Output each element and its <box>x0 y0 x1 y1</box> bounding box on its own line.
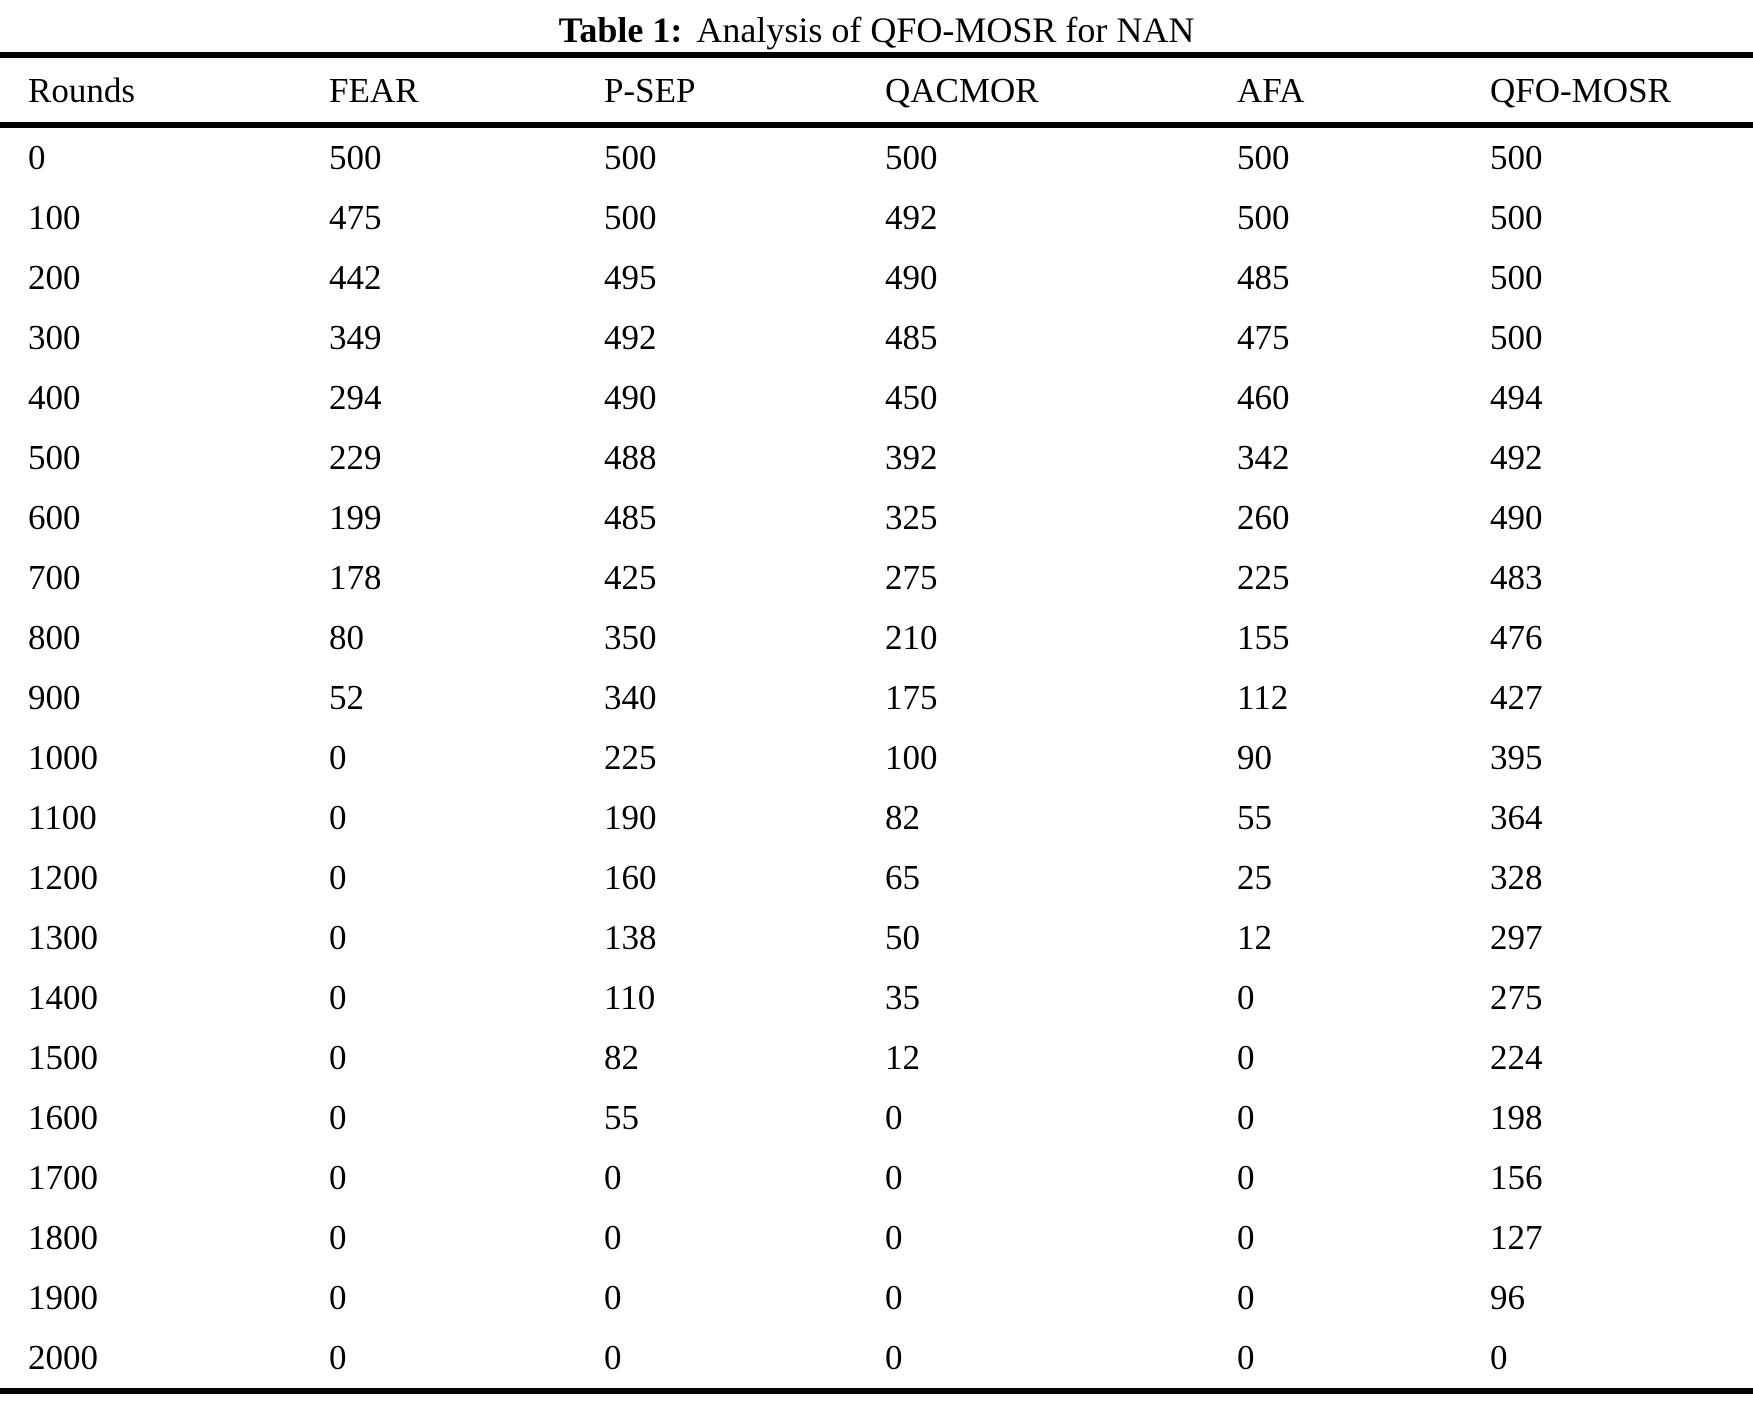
table-cell: 460 <box>1237 378 1290 417</box>
table-cell: 325 <box>885 498 938 537</box>
table-cell: 0 <box>1237 1278 1255 1317</box>
table-cell: 55 <box>604 1098 639 1137</box>
table-row <box>0 608 1753 668</box>
table-cell: 112 <box>1237 678 1289 717</box>
table-cell: 0 <box>329 798 347 837</box>
table-cell: 1600 <box>28 1098 98 1137</box>
table-cell: 485 <box>885 318 938 357</box>
table-row <box>0 308 1753 368</box>
column-header-qacmor: QACMOR <box>857 55 1209 125</box>
table-cell: 275 <box>885 558 938 597</box>
table-cell: 82 <box>885 798 920 837</box>
table-cell: 55 <box>1237 798 1272 837</box>
table-row <box>0 788 1753 848</box>
table-cell: 0 <box>885 1218 903 1257</box>
table-cell: 225 <box>1237 558 1290 597</box>
table-cell: 450 <box>885 378 938 417</box>
table-cell: 340 <box>604 678 657 717</box>
table-cell: 500 <box>1490 198 1543 237</box>
table-row <box>0 1328 1753 1391</box>
table-cell: 1400 <box>28 978 98 1017</box>
table-cell: 294 <box>329 378 382 417</box>
table-cell: 0 <box>329 858 347 897</box>
table-row <box>0 428 1753 488</box>
table-row <box>0 368 1753 428</box>
table-cell: 50 <box>885 918 920 957</box>
table-cell: 80 <box>329 618 364 657</box>
table-cell: 0 <box>329 1038 347 1077</box>
data-table <box>0 52 1753 1394</box>
table-cell: 110 <box>604 978 656 1017</box>
table-cell: 224 <box>1490 1038 1543 1077</box>
table-cell: 0 <box>604 1218 622 1257</box>
table-row <box>0 488 1753 548</box>
table-cell: 0 <box>604 1278 622 1317</box>
table-cell: 297 <box>1490 918 1543 957</box>
table-caption-text: Analysis of QFO-MOSR for NAN <box>696 10 1195 50</box>
table-cell: 0 <box>329 978 347 1017</box>
table-cell: 0 <box>1237 1158 1255 1197</box>
table-cell: 427 <box>1490 678 1543 717</box>
table-cell: 349 <box>329 318 382 357</box>
table-cell: 12 <box>885 1038 920 1077</box>
column-header-rounds: Rounds <box>0 55 301 125</box>
table-caption-label: Table 1: <box>558 10 683 50</box>
table-cell: 1900 <box>28 1278 98 1317</box>
table-row <box>0 188 1753 248</box>
table-row <box>0 1268 1753 1328</box>
table-cell: 229 <box>329 438 382 477</box>
table-row <box>0 908 1753 968</box>
table-cell: 600 <box>28 498 81 537</box>
column-header-fear: FEAR <box>301 55 576 125</box>
table-cell: 160 <box>604 858 657 897</box>
table-cell: 35 <box>885 978 920 1017</box>
table-cell: 495 <box>604 258 657 297</box>
table-cell: 500 <box>329 138 382 177</box>
table-cell: 900 <box>28 678 81 717</box>
table-cell: 0 <box>885 1338 903 1377</box>
table-row <box>0 1028 1753 1088</box>
table-cell: 0 <box>28 138 46 177</box>
table-cell: 800 <box>28 618 81 657</box>
table-cell: 490 <box>1490 498 1543 537</box>
table-header <box>0 55 1753 125</box>
table-cell: 1700 <box>28 1158 98 1197</box>
table-cell: 395 <box>1490 738 1543 777</box>
table-cell: 425 <box>604 558 657 597</box>
table-cell: 100 <box>28 198 81 237</box>
table-cell: 25 <box>1237 858 1272 897</box>
table-row <box>0 968 1753 1028</box>
table-cell: 490 <box>885 258 938 297</box>
table-cell: 1100 <box>28 798 97 837</box>
table-caption <box>0 0 1753 52</box>
table-cell: 0 <box>329 1158 347 1197</box>
table-cell: 500 <box>1237 138 1290 177</box>
table-row <box>0 125 1753 188</box>
table-cell: 0 <box>885 1278 903 1317</box>
table-cell: 96 <box>1490 1278 1525 1317</box>
table-body <box>0 125 1753 1391</box>
table-cell: 199 <box>329 498 382 537</box>
table-cell: 0 <box>885 1098 903 1137</box>
table-cell: 0 <box>1237 1098 1255 1137</box>
table-cell: 0 <box>1237 978 1255 1017</box>
table-cell: 494 <box>1490 378 1543 417</box>
table-cell: 483 <box>1490 558 1543 597</box>
table-cell: 0 <box>1237 1338 1255 1377</box>
table-row <box>0 1088 1753 1148</box>
table-cell: 364 <box>1490 798 1543 837</box>
table-cell: 0 <box>1490 1338 1508 1377</box>
table-cell: 492 <box>885 198 938 237</box>
table-cell: 442 <box>329 258 382 297</box>
table-row <box>0 848 1753 908</box>
table-cell: 492 <box>604 318 657 357</box>
table-cell: 0 <box>604 1158 622 1197</box>
table-cell: 490 <box>604 378 657 417</box>
table-cell: 127 <box>1490 1218 1543 1257</box>
column-header-p-sep: P-SEP <box>576 55 857 125</box>
table-header-row <box>0 55 1753 125</box>
table-cell: 500 <box>1490 318 1543 357</box>
table-cell: 500 <box>604 138 657 177</box>
table-cell: 1800 <box>28 1218 98 1257</box>
table-row <box>0 548 1753 608</box>
table-cell: 1200 <box>28 858 98 897</box>
table-cell: 82 <box>604 1038 639 1077</box>
table-cell: 500 <box>1490 138 1543 177</box>
table-cell: 500 <box>1490 258 1543 297</box>
table-cell: 0 <box>885 1158 903 1197</box>
table-cell: 1300 <box>28 918 98 957</box>
table-cell: 0 <box>329 1218 347 1257</box>
table-cell: 500 <box>885 138 938 177</box>
table-cell: 0 <box>329 918 347 957</box>
table-cell: 200 <box>28 258 81 297</box>
table-cell: 1500 <box>28 1038 98 1077</box>
table-cell: 178 <box>329 558 382 597</box>
table-row <box>0 1208 1753 1268</box>
table-cell: 392 <box>885 438 938 477</box>
table-cell: 500 <box>28 438 81 477</box>
table-cell: 500 <box>604 198 657 237</box>
table-row <box>0 728 1753 788</box>
table-cell: 0 <box>1237 1218 1255 1257</box>
table-cell: 65 <box>885 858 920 897</box>
table-cell: 492 <box>1490 438 1543 477</box>
table-cell: 0 <box>1237 1038 1255 1077</box>
table-cell: 2000 <box>28 1338 98 1377</box>
table-cell: 190 <box>604 798 657 837</box>
table-cell: 300 <box>28 318 81 357</box>
table-cell: 175 <box>885 678 938 717</box>
column-header-afa: AFA <box>1209 55 1462 125</box>
table-cell: 0 <box>329 1098 347 1137</box>
table-cell: 485 <box>1237 258 1290 297</box>
table-cell: 500 <box>1237 198 1290 237</box>
table-row <box>0 1148 1753 1208</box>
table-cell: 342 <box>1237 438 1290 477</box>
table-cell: 0 <box>329 1338 347 1377</box>
table-cell: 350 <box>604 618 657 657</box>
table-cell: 260 <box>1237 498 1290 537</box>
table-cell: 488 <box>604 438 657 477</box>
table-cell: 198 <box>1490 1098 1543 1137</box>
table-cell: 700 <box>28 558 81 597</box>
table-cell: 475 <box>329 198 382 237</box>
table-cell: 0 <box>604 1338 622 1377</box>
table-row <box>0 248 1753 308</box>
table-cell: 328 <box>1490 858 1543 897</box>
table-cell: 0 <box>329 1278 347 1317</box>
table-cell: 210 <box>885 618 938 657</box>
table-cell: 52 <box>329 678 364 717</box>
table-cell: 275 <box>1490 978 1543 1017</box>
table-cell: 485 <box>604 498 657 537</box>
table-cell: 400 <box>28 378 81 417</box>
table-cell: 90 <box>1237 738 1272 777</box>
table-cell: 12 <box>1237 918 1272 957</box>
table-cell: 155 <box>1237 618 1290 657</box>
table-cell: 0 <box>329 738 347 777</box>
table-cell: 156 <box>1490 1158 1543 1197</box>
column-header-qfo-mosr: QFO-MOSR <box>1462 55 1753 125</box>
table-cell: 1000 <box>28 738 98 777</box>
table-cell: 476 <box>1490 618 1543 657</box>
table-cell: 100 <box>885 738 938 777</box>
table-row <box>0 668 1753 728</box>
table-cell: 138 <box>604 918 657 957</box>
table-cell: 475 <box>1237 318 1290 357</box>
table-cell: 225 <box>604 738 657 777</box>
